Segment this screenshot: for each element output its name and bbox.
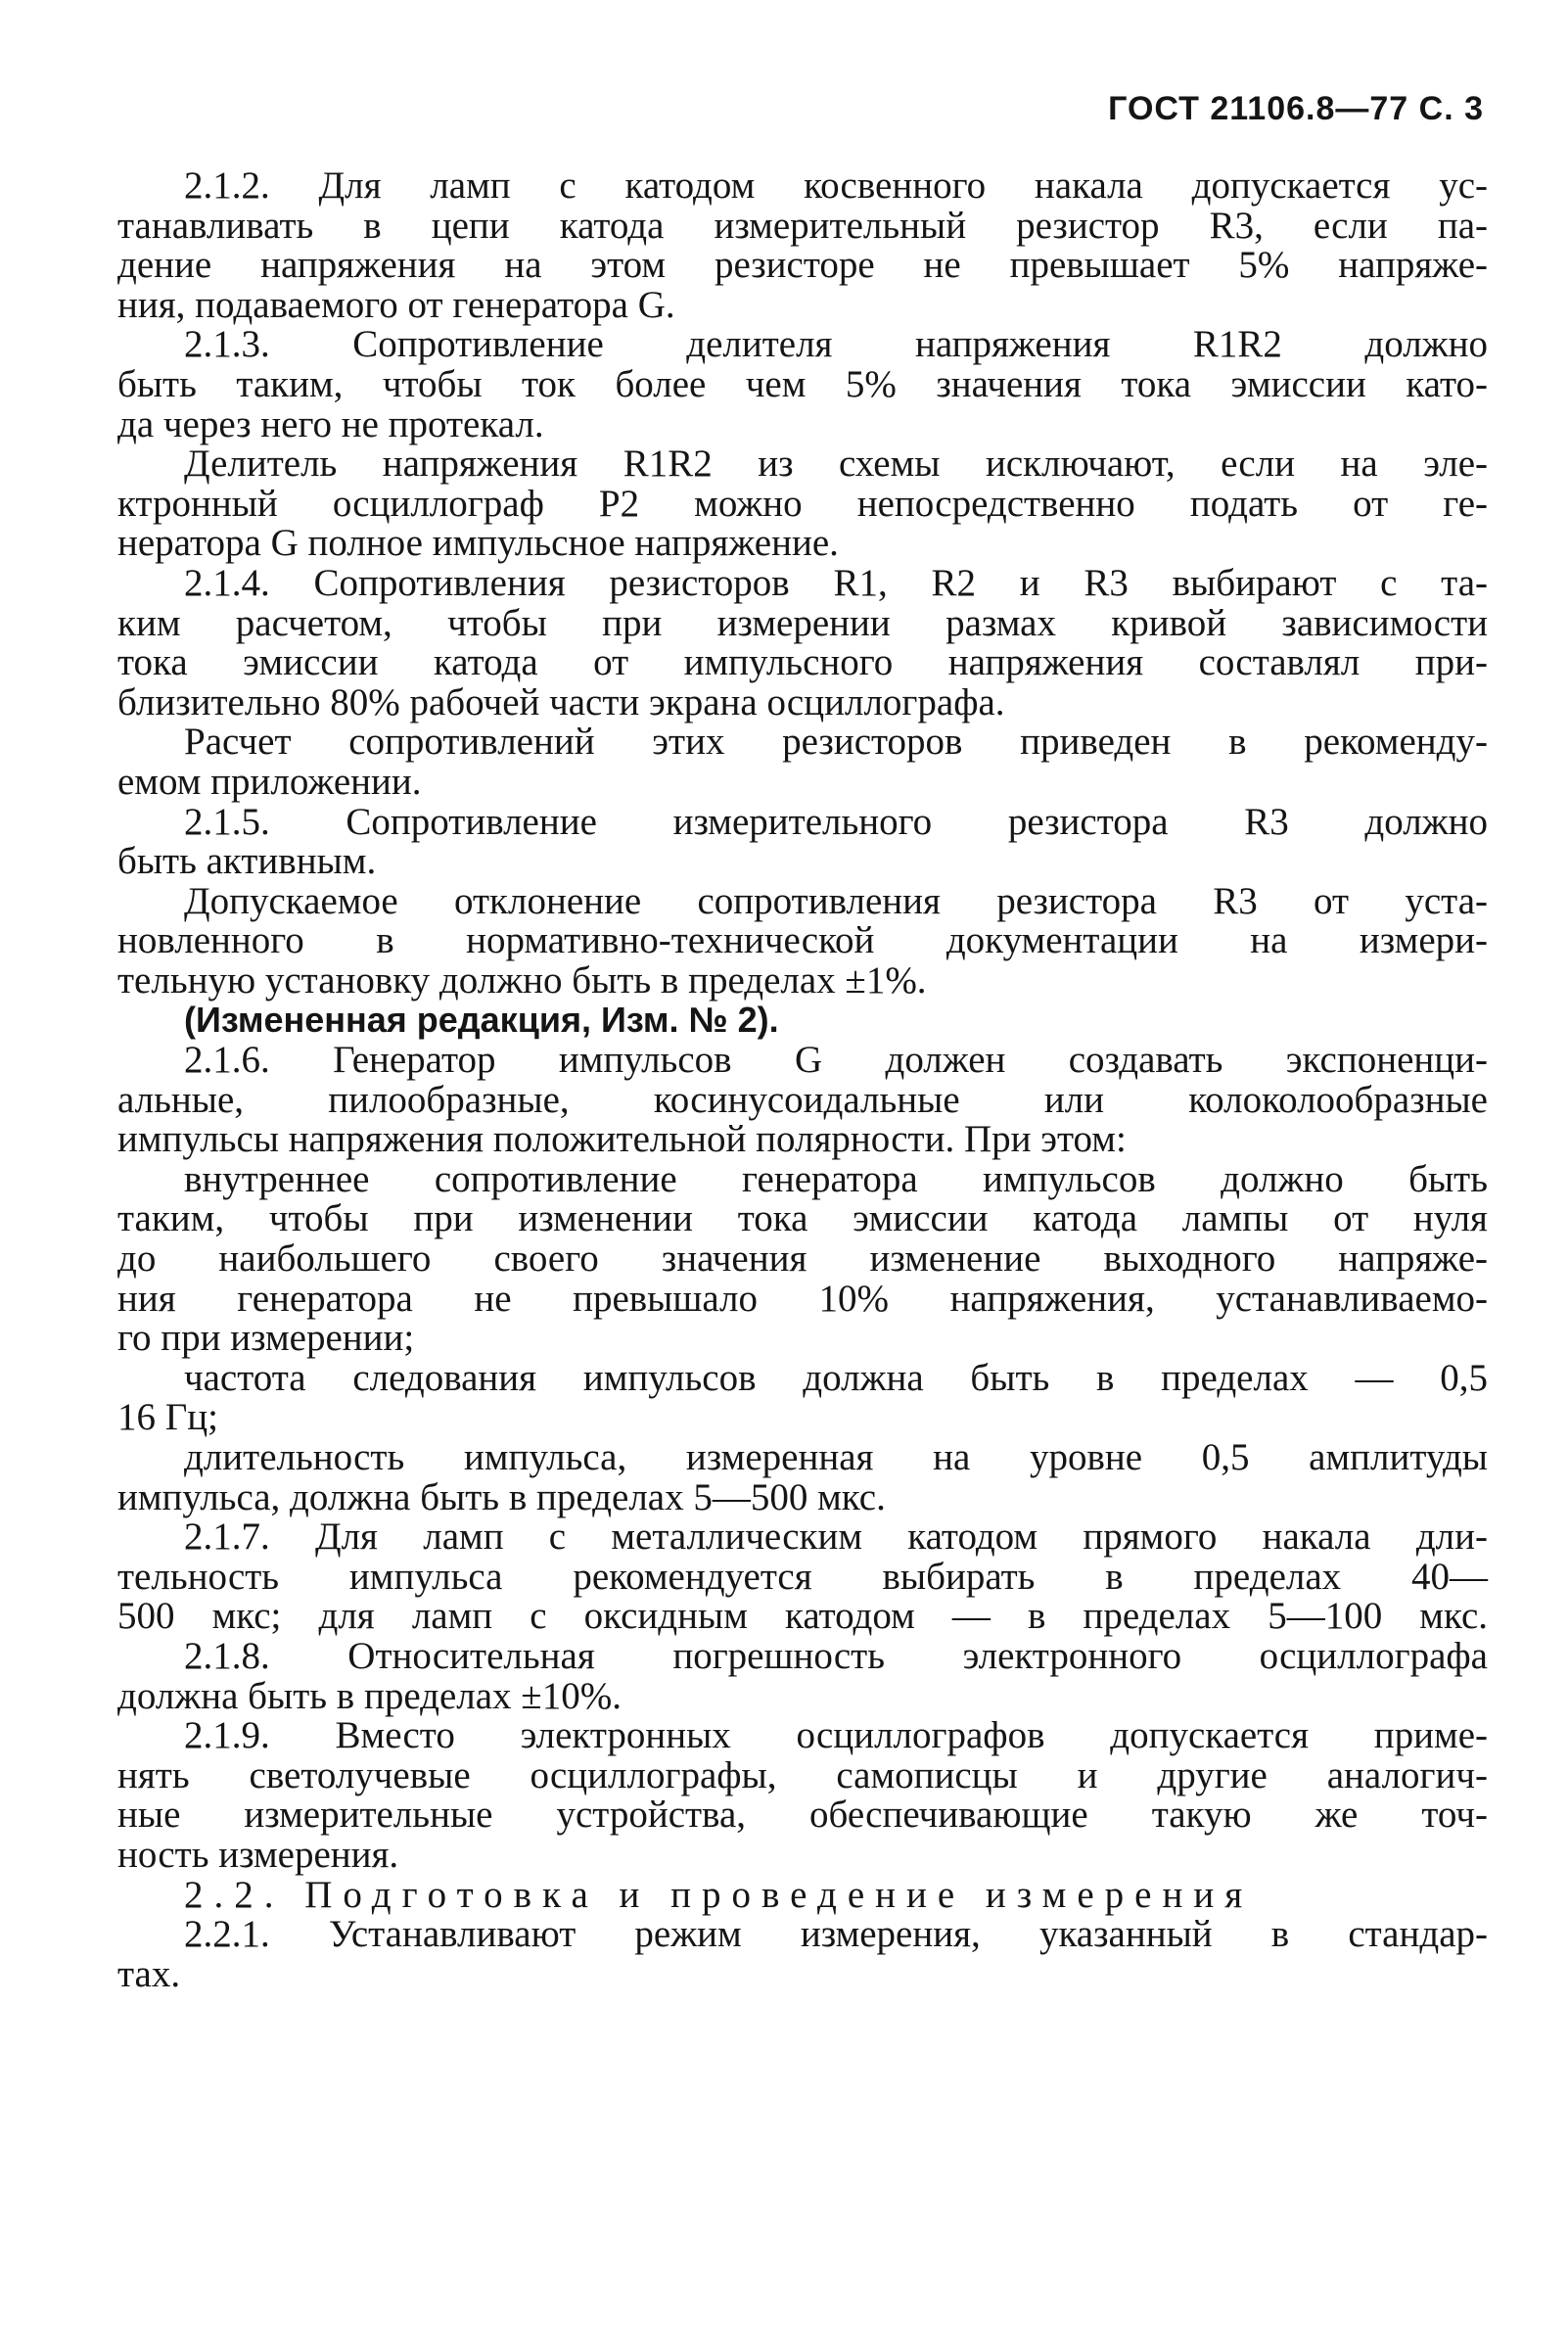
paragraph-2-1-6 (117, 1041, 1488, 1160)
text-line: длительность импульса, измеренная на уровне 0,5 амплитуды (184, 1436, 1488, 1478)
text-line: 2.1.8. Относительная погрешность электронного осциллографа (184, 1634, 1488, 1677)
text-line: импульса, должна быть в пределах 5—500 мкс. (117, 1475, 886, 1518)
text-line: ким расчетом, чтобы при измерении размах кривой зависимости (117, 601, 1488, 644)
text-line: до наибольшего своего значения изменение выходного напряже- (117, 1237, 1488, 1281)
text-line: тельность импульса рекомендуется выбирать в пределах 40— (117, 1555, 1488, 1598)
paragraph-2-1-8 (117, 1634, 1488, 1717)
paragraph-2-1-2 (117, 166, 1488, 325)
text-line: 2.1.5. Сопротивление измерительного резистора R3 должно (184, 800, 1488, 843)
paragraph-2-1-3 (117, 325, 1488, 444)
text-line: частота следования импульсов должна быть в пределах — 0,5 (184, 1356, 1488, 1399)
document-body (117, 166, 1488, 1994)
paragraph-2-1-7 (117, 1517, 1488, 1637)
text-line: Делитель напряжения R1R2 из схемы исключают, если на эле- (184, 443, 1488, 486)
paragraph-2-1-9 (117, 1716, 1488, 1875)
text-line: тока эмиссии катода от импульсного напряжения составлял при- (117, 641, 1488, 684)
paragraph-2-2-1 (117, 1915, 1488, 1994)
amendment-label: (Измененная редакция, Изм. № 2). (184, 1000, 779, 1041)
text-line: близительно 80% рабочей части экрана осциллографа. (117, 680, 1005, 723)
page-header: ГОСТ 21106.8—77 С. 3 (1108, 90, 1484, 127)
paragraph-2-1-5 (117, 800, 1488, 883)
text-line: таким, чтобы при изменении тока эмиссии катода лампы от нуля (117, 1197, 1488, 1240)
paragraph-tolerance (117, 879, 1488, 1002)
paragraph-pulse-duration (117, 1438, 1488, 1517)
text-line: 500 мкс; для ламп с оксидным катодом — в пределах 5—100 мкс. (117, 1595, 1488, 1638)
text-line: ния генератора не превышало 10% напряжения, устанавливаемо- (117, 1277, 1488, 1320)
text-line: го при измерении; (117, 1317, 415, 1360)
text-line: тах. (117, 1952, 181, 1995)
text-line: 2.1.6. Генератор импульсов G должен создавать экспоненци- (184, 1039, 1488, 1082)
text-line: 2.1.9. Вместо электронных осциллографов допускается приме- (184, 1714, 1488, 1757)
text-line: ния, подаваемого от генератора G. (117, 283, 675, 326)
section-heading-2-2 (117, 1873, 1488, 1916)
text-line: ктронный осциллограф P2 можно непосредственно подать от ге- (117, 482, 1488, 525)
text-line: нять светолучевые осциллографы, самописцы и другие аналогич- (117, 1753, 1488, 1796)
text-line: ность измерения. (117, 1833, 399, 1876)
paragraph-divider-note (117, 444, 1488, 564)
text-line: дение напряжения на этом резисторе не превышает 5% напряже- (117, 244, 1488, 287)
text-line: внутреннее сопротивление генератора импульсов должно быть (184, 1157, 1488, 1200)
text-line: быть активным. (117, 840, 377, 883)
text-line: 16 Гц; (117, 1396, 219, 1439)
text-line: танавливать в цепи катода измерительный резистор R3, если па- (117, 204, 1488, 247)
text-line: тельную установку должно быть в пределах ±1%. (117, 958, 927, 1002)
text-line: 2.2.1. Устанавливают режим измерения, указанный в стандар- (184, 1913, 1488, 1956)
text-line: да через него не протекал. (117, 402, 544, 445)
text-line: быть таким, чтобы ток более чем 5% значения тока эмиссии като- (117, 362, 1488, 405)
text-line: Расчет сопротивлений этих резисторов приведен в рекоменду- (184, 721, 1488, 764)
paragraph-2-1-4 (117, 561, 1488, 723)
text-line: новленного в нормативно-технической документации на измери- (117, 919, 1488, 962)
text-line: должна быть в пределах ±10%. (117, 1674, 622, 1717)
text-line: импульсы напряжения положительной полярности. При этом: (117, 1118, 1127, 1161)
paragraph-internal-resistance (117, 1157, 1488, 1360)
text-line: 2.1.7. Для ламп с металлическим катодом прямого накала дли- (184, 1515, 1488, 1559)
text-line: ные измерительные устройства, обеспечивающие такую же точ- (117, 1794, 1488, 1837)
text-line: 2.1.4. Сопротивления резисторов R1, R2 и R3 выбирают с та- (184, 561, 1488, 604)
paragraph-frequency (117, 1356, 1488, 1439)
section-heading: 2.2. Подготовка и проведение измерения (184, 1873, 1254, 1916)
text-line: нератора G полное импульсное напряжение. (117, 522, 839, 565)
amendment-note (117, 1001, 1488, 1041)
paragraph-resistor-calc-note (117, 723, 1488, 802)
text-line: альные, пилообразные, косинусоидальные или колоколообразные (117, 1078, 1488, 1121)
text-line: емом приложении. (117, 760, 422, 803)
text-line: 2.1.2. Для ламп с катодом косвенного накала допускается ус- (184, 164, 1488, 207)
text-line: Допускаемое отклонение сопротивления резистора R3 от уста- (184, 879, 1488, 922)
text-line: 2.1.3. Сопротивление делителя напряжения R1R2 должно (184, 323, 1488, 366)
